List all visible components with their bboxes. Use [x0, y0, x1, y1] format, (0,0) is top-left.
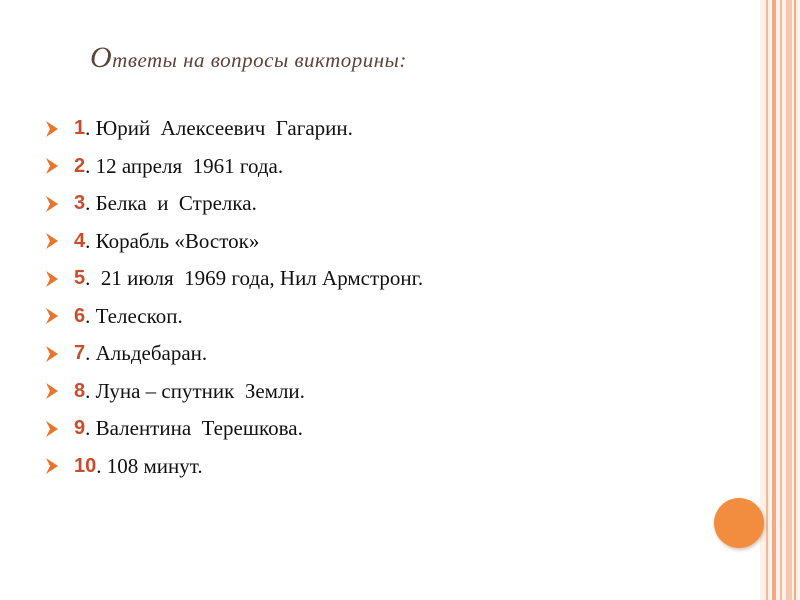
answer-number: 10: [74, 454, 97, 477]
arrow-bullet-icon: [44, 457, 60, 475]
answer-number: 3: [74, 192, 86, 215]
title-word-answers: тветы: [112, 48, 178, 72]
answer-number: 7: [74, 342, 86, 365]
arrow-bullet-icon: [44, 120, 60, 138]
answer-text: . Луна – спутник Земли.: [85, 378, 305, 403]
answer-number: 6: [74, 304, 86, 327]
arrow-bullet-icon: [44, 420, 60, 438]
answer-text: . Юрий Алексеевич Гагарин.: [85, 116, 353, 141]
list-item: [44, 410, 423, 448]
answer-number: 4: [74, 229, 86, 252]
answer-text: . 12 апреля 1961 года.: [85, 153, 284, 178]
answer-text: . Телескоп.: [85, 303, 183, 328]
list-item: [44, 335, 423, 373]
answer-number: 9: [74, 417, 86, 440]
title-initial: О: [90, 41, 113, 74]
answer-text: . Альдебаран.: [85, 341, 208, 366]
answer-text: . Белка и Стрелка.: [85, 191, 257, 216]
answer-number: 8: [74, 379, 86, 402]
arrow-bullet-icon: [44, 345, 60, 363]
arrow-bullet-icon: [44, 157, 60, 175]
arrow-bullet-icon: [44, 307, 60, 325]
list-item: [44, 298, 423, 336]
arrow-bullet-icon: [44, 195, 60, 213]
answer-number: 1: [74, 117, 86, 140]
answer-number: 5: [74, 267, 86, 290]
title-rest: на вопросы викторины:: [177, 48, 407, 72]
list-item: [44, 448, 423, 486]
list-item: [44, 223, 423, 261]
arrow-bullet-icon: [44, 382, 60, 400]
list-item: [44, 110, 423, 148]
answer-text: . Корабль «Восток»: [85, 228, 260, 253]
answer-text: . 21 июля 1969 года, Нил Армстронг.: [85, 266, 424, 291]
list-item: [44, 148, 423, 186]
decorative-stripes: [760, 0, 800, 600]
list-item: [44, 185, 423, 223]
answer-text: . 108 минут.: [96, 453, 203, 478]
list-item: [44, 260, 423, 298]
arrow-bullet-icon: [44, 232, 60, 250]
answer-number: 2: [74, 154, 86, 177]
answer-list: [44, 110, 423, 485]
list-item: [44, 373, 423, 411]
slide-title: [90, 38, 407, 75]
orange-circle-icon: [714, 498, 764, 548]
answer-text: . Валентина Терешкова.: [85, 416, 303, 441]
arrow-bullet-icon: [44, 270, 60, 288]
